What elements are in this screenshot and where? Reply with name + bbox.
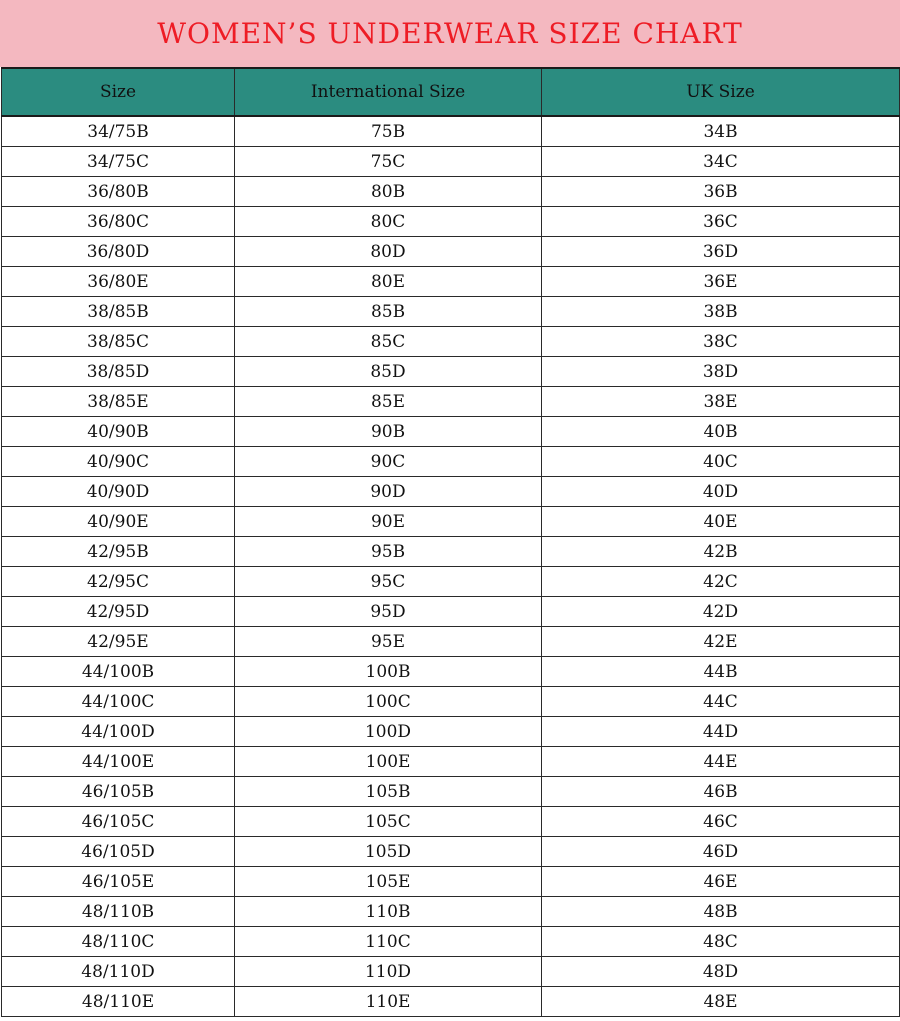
cell-size: 42/95E [2, 627, 235, 657]
cell-size: 42/95D [2, 597, 235, 627]
table-row [2, 717, 900, 747]
cell-international-size: 75C [235, 147, 542, 177]
cell-size: 48/110D [2, 957, 235, 987]
cell-size: 34/75C [2, 147, 235, 177]
cell-uk-size: 40D [542, 477, 900, 507]
table-row [2, 777, 900, 807]
cell-uk-size: 36C [542, 207, 900, 237]
table-row [2, 327, 900, 357]
cell-size: 44/100D [2, 717, 235, 747]
cell-international-size: 110C [235, 927, 542, 957]
cell-size: 38/85D [2, 357, 235, 387]
cell-size: 40/90B [2, 417, 235, 447]
table-row [2, 357, 900, 387]
cell-international-size: 105C [235, 807, 542, 837]
cell-international-size: 90C [235, 447, 542, 477]
cell-size: 36/80C [2, 207, 235, 237]
table-row [2, 597, 900, 627]
cell-size: 44/100E [2, 747, 235, 777]
title-bar [0, 0, 900, 67]
cell-international-size: 95E [235, 627, 542, 657]
cell-size: 48/110E [2, 987, 235, 1017]
table-row [2, 987, 900, 1017]
cell-uk-size: 48B [542, 897, 900, 927]
cell-uk-size: 40B [542, 417, 900, 447]
cell-international-size: 100D [235, 717, 542, 747]
cell-uk-size: 40C [542, 447, 900, 477]
cell-international-size: 105B [235, 777, 542, 807]
cell-international-size: 85D [235, 357, 542, 387]
cell-size: 40/90E [2, 507, 235, 537]
cell-international-size: 90D [235, 477, 542, 507]
cell-international-size: 110B [235, 897, 542, 927]
table-row [2, 807, 900, 837]
cell-size: 42/95C [2, 567, 235, 597]
table-row [2, 237, 900, 267]
cell-international-size: 100C [235, 687, 542, 717]
cell-international-size: 80D [235, 237, 542, 267]
table-row [2, 957, 900, 987]
table-row [2, 387, 900, 417]
cell-international-size: 80E [235, 267, 542, 297]
page-title: WOMEN’S UNDERWEAR SIZE CHART [157, 17, 743, 50]
cell-size: 46/105B [2, 777, 235, 807]
cell-uk-size: 40E [542, 507, 900, 537]
cell-international-size: 80C [235, 207, 542, 237]
cell-size: 44/100B [2, 657, 235, 687]
cell-uk-size: 44B [542, 657, 900, 687]
cell-uk-size: 36B [542, 177, 900, 207]
cell-uk-size: 38B [542, 297, 900, 327]
cell-uk-size: 46B [542, 777, 900, 807]
cell-uk-size: 48C [542, 927, 900, 957]
cell-uk-size: 36E [542, 267, 900, 297]
cell-uk-size: 34B [542, 116, 900, 147]
cell-international-size: 85C [235, 327, 542, 357]
cell-size: 38/85E [2, 387, 235, 417]
table-row [2, 447, 900, 477]
cell-international-size: 95D [235, 597, 542, 627]
cell-international-size: 95C [235, 567, 542, 597]
cell-international-size: 85B [235, 297, 542, 327]
cell-size: 36/80E [2, 267, 235, 297]
column-header-size: Size [2, 68, 235, 116]
cell-size: 48/110C [2, 927, 235, 957]
table-row [2, 747, 900, 777]
cell-uk-size: 38C [542, 327, 900, 357]
table-row [2, 537, 900, 567]
cell-international-size: 90E [235, 507, 542, 537]
table-row [2, 867, 900, 897]
cell-size: 38/85B [2, 297, 235, 327]
cell-international-size: 105D [235, 837, 542, 867]
cell-uk-size: 42E [542, 627, 900, 657]
cell-uk-size: 34C [542, 147, 900, 177]
cell-international-size: 110D [235, 957, 542, 987]
table-row [2, 207, 900, 237]
cell-uk-size: 46E [542, 867, 900, 897]
cell-uk-size: 48D [542, 957, 900, 987]
cell-international-size: 75B [235, 116, 542, 147]
table-row [2, 507, 900, 537]
table-row [2, 177, 900, 207]
table-row [2, 147, 900, 177]
cell-uk-size: 48E [542, 987, 900, 1017]
cell-international-size: 105E [235, 867, 542, 897]
cell-uk-size: 46D [542, 837, 900, 867]
table-row [2, 417, 900, 447]
column-header-international-size: International Size [235, 68, 542, 116]
header-row [2, 68, 900, 116]
cell-uk-size: 44D [542, 717, 900, 747]
cell-size: 42/95B [2, 537, 235, 567]
cell-size: 36/80D [2, 237, 235, 267]
column-header-uk-size: UK Size [542, 68, 900, 116]
table-row [2, 837, 900, 867]
cell-size: 40/90D [2, 477, 235, 507]
table-row [2, 297, 900, 327]
table-body [2, 116, 900, 1017]
table-row [2, 687, 900, 717]
cell-international-size: 90B [235, 417, 542, 447]
cell-international-size: 85E [235, 387, 542, 417]
cell-international-size: 100E [235, 747, 542, 777]
cell-uk-size: 42C [542, 567, 900, 597]
cell-uk-size: 36D [542, 237, 900, 267]
cell-size: 38/85C [2, 327, 235, 357]
table-row [2, 267, 900, 297]
cell-size: 34/75B [2, 116, 235, 147]
table-row [2, 477, 900, 507]
cell-uk-size: 44C [542, 687, 900, 717]
cell-uk-size: 42D [542, 597, 900, 627]
table-row [2, 927, 900, 957]
table-row [2, 567, 900, 597]
table-row [2, 657, 900, 687]
cell-uk-size: 46C [542, 807, 900, 837]
cell-international-size: 100B [235, 657, 542, 687]
table-row [2, 116, 900, 147]
cell-international-size: 110E [235, 987, 542, 1017]
table-row [2, 897, 900, 927]
cell-size: 46/105C [2, 807, 235, 837]
cell-international-size: 95B [235, 537, 542, 567]
size-chart-table [1, 67, 900, 1017]
cell-size: 46/105D [2, 837, 235, 867]
cell-size: 48/110B [2, 897, 235, 927]
cell-size: 44/100C [2, 687, 235, 717]
cell-uk-size: 44E [542, 747, 900, 777]
table-row [2, 627, 900, 657]
cell-international-size: 80B [235, 177, 542, 207]
cell-uk-size: 42B [542, 537, 900, 567]
cell-size: 40/90C [2, 447, 235, 477]
cell-size: 46/105E [2, 867, 235, 897]
cell-uk-size: 38D [542, 357, 900, 387]
cell-size: 36/80B [2, 177, 235, 207]
cell-uk-size: 38E [542, 387, 900, 417]
